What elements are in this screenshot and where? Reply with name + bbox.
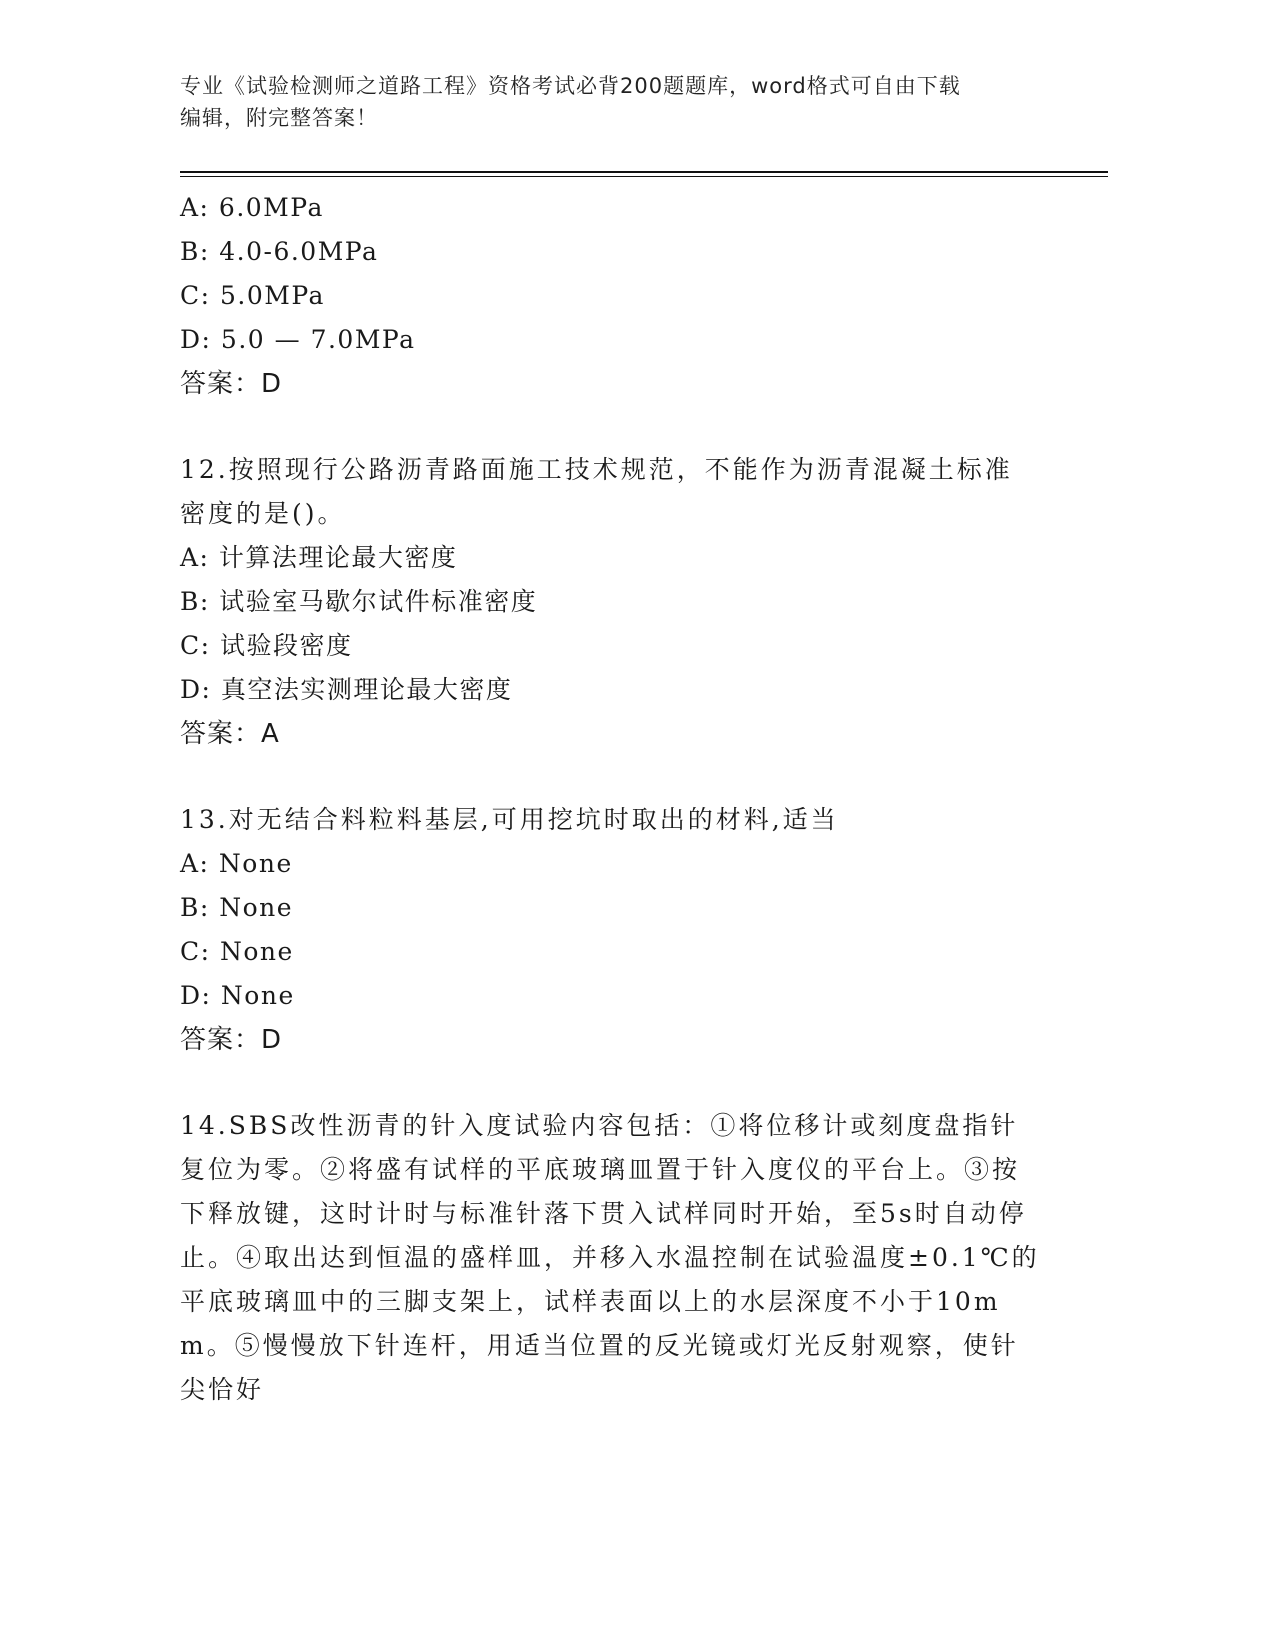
q11-answer: 答案：D [180,369,283,399]
q14-question-text: 14.SBS改性沥青的针入度试验内容包括：①将位移计或刻度盘指针复位为零。②将盛有试样的平底玻璃皿置于针入度仪的平台上。③按下释放键，这时计时与标准针落下贯入试样同时开始，至5s时自动停止。④取出达到恒温的盛样皿，并移入水温控制在试验温度±0.1℃的平底玻璃皿中的三脚支架上，试样表面以上的水层深度不小于10mm。⑤慢慢放下针连杆，用适当位置的反光镜或灯光反射观察，使针尖恰好 [180,1111,1040,1404]
q12-option-b: B: 试验室马歇尔试件标准密度 [180,587,538,616]
question-14-block [180,1104,1040,1412]
q13-option-a: A: None [180,849,293,878]
spacer [180,1062,1040,1104]
q12-answer: 答案：A [180,719,280,749]
q11-option-b: B: 4.0-6.0MPa [180,237,379,266]
q13-question-text: 13.对无结合料粒料基层,可用挖坑时取出的材料,适当 [180,805,839,834]
q13-option-b: B: None [180,893,294,922]
q12-option-d: D: 真空法实测理论最大密度 [180,675,513,704]
q13-option-d: D: None [180,981,295,1010]
question-13-block [180,798,1040,1062]
q12-option-c: C: 试验段密度 [180,631,353,660]
question-12-block [180,448,1040,756]
question-content [180,186,1040,1412]
q13-answer: 答案：D [180,1025,283,1055]
header-title-line-2: 编辑，附完整答案！ [180,106,378,130]
spacer [180,756,1040,798]
q11-option-a: A: 6.0MPa [180,193,324,222]
q12-option-a: A: 计算法理论最大密度 [180,543,458,572]
document-header [180,70,1080,134]
question-11-block [180,186,1040,406]
q12-question-text: 12.按照现行公路沥青路面施工技术规范，不能作为沥青混凝土标准密度的是()。 [180,455,1013,528]
spacer [180,406,1040,448]
q11-option-d: D: 5.0 — 7.0MPa [180,325,416,354]
q11-option-c: C: 5.0MPa [180,281,325,310]
header-divider-thin [180,176,1108,177]
header-title-line-1: 专业《试验检测师之道路工程》资格考试必背200题题库，word格式可自由下载 [180,74,961,98]
q13-option-c: C: None [180,937,294,966]
header-divider-thick [180,171,1108,173]
